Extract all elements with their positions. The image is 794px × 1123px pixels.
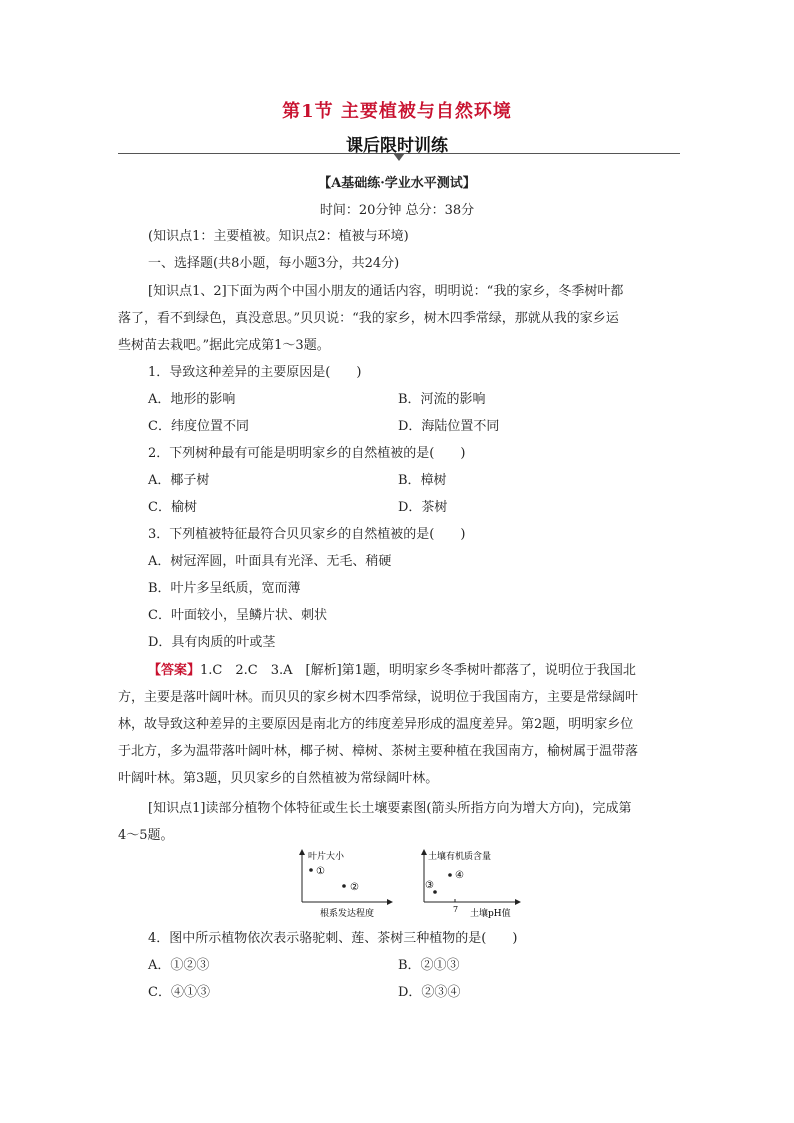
point-3-label: ③ <box>425 880 434 891</box>
left-graph <box>302 850 390 919</box>
part-heading: 一、选择题(共8小题，每小题3分，共24分) <box>148 256 400 271</box>
answer-line <box>148 662 636 680</box>
q3-stem: 3．下列植被特征最符合贝贝家乡的自然植被的是( ) <box>148 527 466 542</box>
right-xlabel: 土壤pH值 <box>470 909 511 919</box>
q1-stem: 1．导致这种差异的主要原因是( ) <box>148 365 362 380</box>
point-4-dot <box>448 873 452 877</box>
page-title: 第1节 主要植被与自然环境 <box>282 101 512 122</box>
answer-line: 叶阔叶林。第3题，贝贝家乡的自然植被为常绿阔叶林。 <box>118 771 439 786</box>
point-4-label: ④ <box>455 870 464 881</box>
point-3-dot <box>433 890 437 894</box>
q4-stem: 4．图中所示植物依次表示骆驼刺、莲、茶树三种植物的是( ) <box>148 931 518 946</box>
passage2-line: 4～5题。 <box>118 828 174 843</box>
q1-option-c: C．纬度位置不同 <box>148 419 249 434</box>
q1-option-b: B．河流的影响 <box>398 392 486 407</box>
time-score: 时间：20分钟 总分：38分 <box>319 203 475 218</box>
answer-line: 林，故导致这种差异的主要原因是南北方的纬度差异形成的温度差异。第2题，明明家乡位 <box>118 717 634 732</box>
q3-option-a: A．树冠浑圆，叶面具有光泽、无毛、稍硬 <box>148 554 392 569</box>
answer-line: 方，主要是落叶阔叶林。而贝贝的家乡树木四季常绿，说明位于我国南方，主要是常绿阔叶 <box>118 690 639 705</box>
point-2-dot <box>342 884 346 888</box>
q1-option-d: D．海陆位置不同 <box>398 419 500 434</box>
q3-option-c: C．叶面较小，呈鳞片状、刺状 <box>148 608 327 623</box>
q4-option-b: B．②①③ <box>398 958 460 973</box>
q1-option-a: A．地形的影响 <box>148 392 236 407</box>
answer-text: 1.C 2.C 3.A [解析]第1题，明明家乡冬季树叶都落了，说明位于我国北 <box>200 663 636 678</box>
q4-option-c: C．④①③ <box>148 985 210 1000</box>
point-1-label: ① <box>316 866 325 877</box>
q2-option-d: D．茶树 <box>398 500 448 515</box>
right-graph <box>424 850 518 919</box>
plant-soil-diagram <box>290 848 530 926</box>
q2-option-b: B．樟树 <box>398 473 447 488</box>
point-2-label: ② <box>350 882 359 893</box>
section-label: 【A基础练·学业水平测试】 <box>318 176 476 191</box>
left-xlabel: 根系发达程度 <box>320 909 375 919</box>
q3-option-d: D．具有肉质的叶或茎 <box>148 635 276 650</box>
divider-triangle-icon <box>393 153 405 161</box>
passage1-line: [知识点1、2]下面为两个中国小朋友的通话内容，明明说：“我的家乡，冬季树叶都 <box>148 284 624 299</box>
left-ylabel: 叶片大小 <box>308 852 345 862</box>
passage1-line: 落了，看不到绿色，真没意思。”贝贝说：“我的家乡，树木四季常绿，那就从我的家乡运 <box>118 311 619 326</box>
knowledge-points: (知识点1：主要植被。知识点2：植被与环境) <box>148 229 409 244</box>
passage2-line: [知识点1]读部分植物个体特征或生长土壤要素图(箭头所指方向为增大方向)，完成第 <box>148 801 632 816</box>
page-subtitle: 课后限时训练 <box>346 136 448 156</box>
q2-option-c: C．榆树 <box>148 500 197 515</box>
right-ylabel: 土壤有机质含量 <box>428 852 492 862</box>
passage1-line: 些树苗去栽吧。”据此完成第1～3题。 <box>118 338 330 353</box>
q2-option-a: A．椰子树 <box>148 473 210 488</box>
q2-stem: 2．下列树种最有可能是明明家乡的自然植被的是( ) <box>148 446 466 461</box>
point-1-dot <box>309 868 313 872</box>
q4-option-d: D．②③④ <box>398 985 461 1000</box>
ph-tick-label: 7 <box>453 905 459 914</box>
q3-option-b: B．叶片多呈纸质，宽而薄 <box>148 581 301 596</box>
answer-line: 于北方，多为温带落叶阔叶林，椰子树、樟树、茶树主要种植在我国南方，榆树属于温带落 <box>118 744 639 759</box>
q4-option-a: A．①②③ <box>148 958 210 973</box>
answer-tag: 【答案】 <box>148 663 201 678</box>
